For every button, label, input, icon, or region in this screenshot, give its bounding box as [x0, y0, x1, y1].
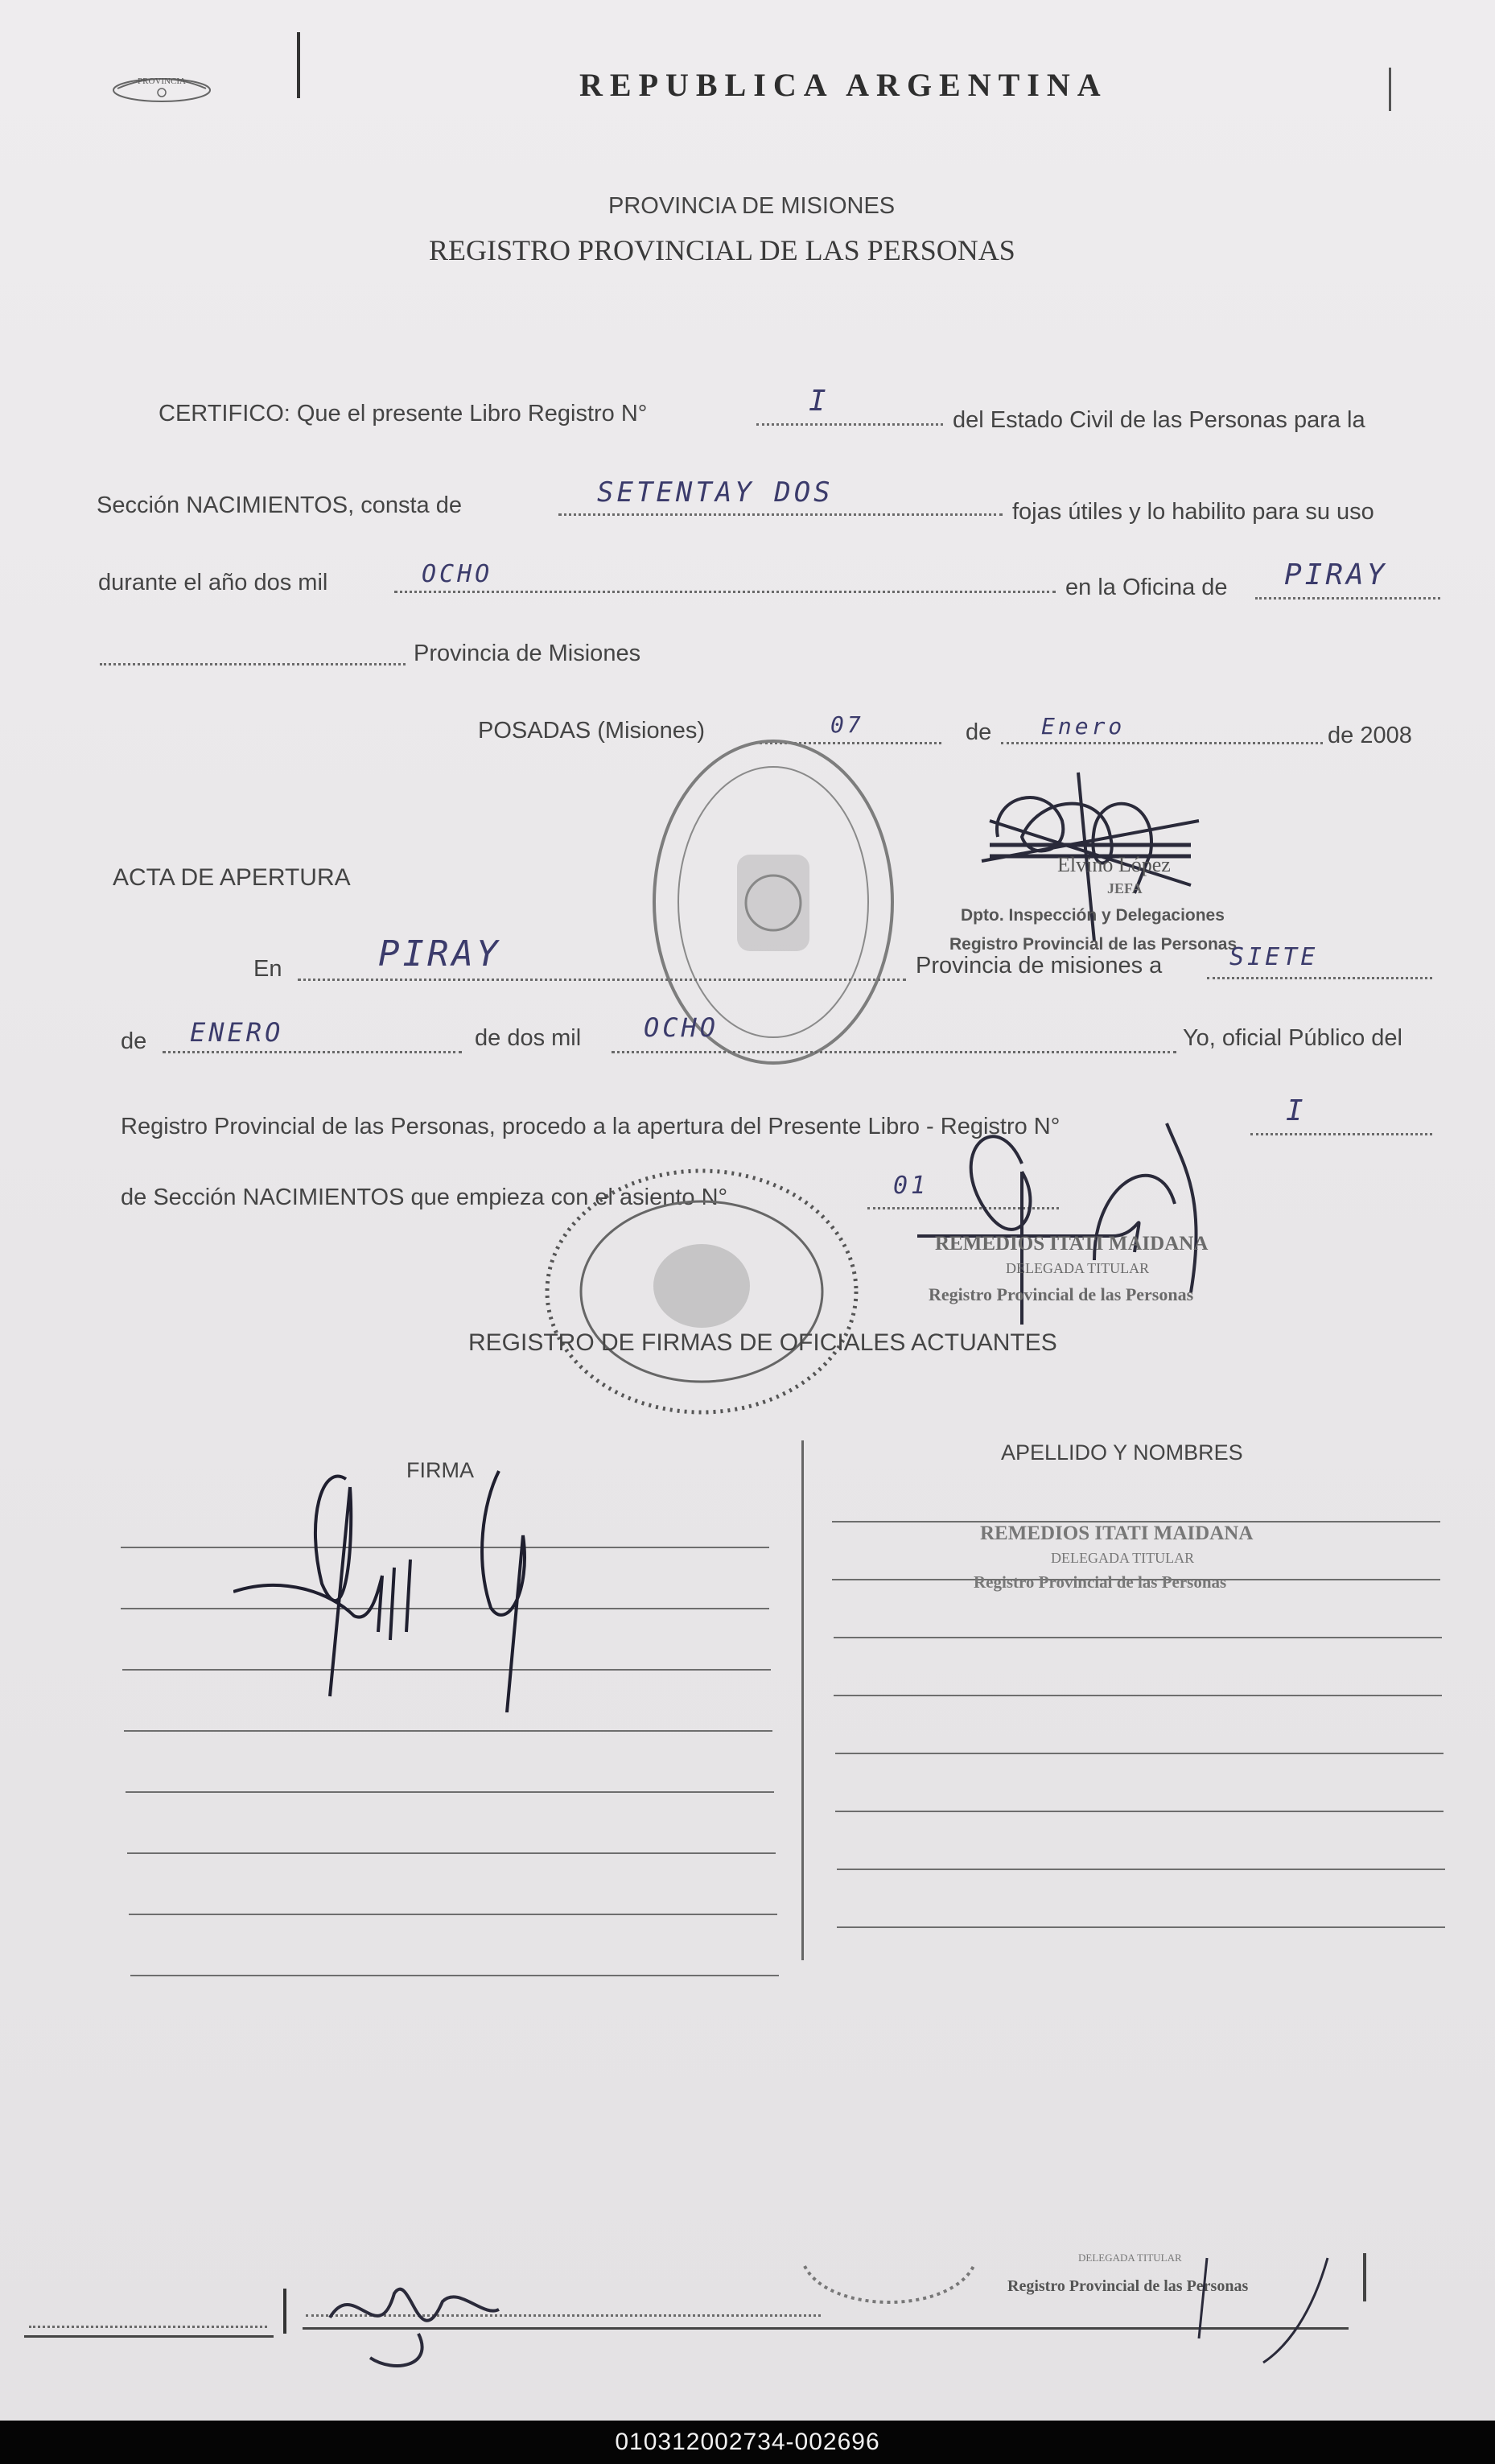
bottom-stamp-registry: Registro Provincial de las Personas: [1007, 2277, 1249, 2295]
firma-row-line: [129, 1914, 777, 1915]
emblem-icon: [109, 68, 214, 103]
round-stamp: [541, 1159, 863, 1424]
emblem-label: PROVINCIA: [138, 76, 186, 86]
date-year: de 2008: [1328, 723, 1412, 748]
acta-year: OCHO: [644, 1012, 719, 1043]
firma-row-line: [124, 1730, 772, 1732]
acta-title: ACTA DE APERTURA: [113, 864, 351, 891]
cert-pages: SETENTAY DOS: [597, 476, 834, 509]
cert-line-4: Provincia de Misiones: [414, 641, 641, 666]
province-title: PROVINCIA DE MISIONES: [608, 193, 896, 219]
country-title: REPUBLICA ARGENTINA: [579, 67, 1108, 103]
acta-line-4: de Sección NACIMIENTOS que empieza con el asiento N°: [121, 1185, 728, 1210]
date-month: Enero: [1041, 713, 1126, 740]
bottom-stamp-fragment: [797, 2258, 982, 2314]
firma-row-line: [130, 1975, 779, 1976]
register-signature-icon: [233, 1455, 555, 1712]
cert-book-number: I: [809, 385, 830, 418]
acta-line-1b: Provincia de misiones a: [916, 953, 1163, 979]
acta-dots-1: [298, 974, 906, 981]
acta-book: I: [1286, 1094, 1307, 1127]
bottom-signature-right-icon: [1175, 2250, 1352, 2371]
sig1-dept: Dpto. Inspección y Delegaciones: [961, 906, 1225, 925]
acta-dots-1b: [1207, 972, 1432, 979]
header-bar-right: [1389, 68, 1391, 111]
nombres-row-line: [834, 1637, 1442, 1638]
sig1-title: JEFA: [1107, 880, 1143, 896]
date-day: 07: [830, 711, 864, 738]
document-code-bar: [0, 2421, 1495, 2464]
cert-dots-4: [100, 658, 406, 665]
nombres-row-line: [835, 1753, 1444, 1754]
col-firma-header: FIRMA: [406, 1458, 474, 1482]
cert-line-1a: CERTIFICO: Que el presente Libro Registro N°: [159, 401, 648, 426]
date-de: de: [966, 719, 992, 745]
acta-line-2b: de dos mil: [475, 1025, 582, 1051]
sig2-registry: Registro Provincial de las Personas: [929, 1284, 1194, 1304]
register-signature: [233, 1455, 555, 1712]
place-date-label: POSADAS (Misiones): [478, 718, 706, 744]
register-stamp-name: REMEDIOS ITATI MAIDANA: [980, 1522, 1254, 1544]
cert-dots-2: [558, 509, 1003, 516]
bottom-signature: [322, 2269, 507, 2374]
register-stamp-title: DELEGADA TITULAR: [1051, 1550, 1195, 1566]
firma-row-line: [126, 1791, 774, 1793]
acta-place: PIRAY: [378, 933, 501, 974]
registry-title: REGISTRO PROVINCIAL DE LAS PERSONAS: [429, 234, 1015, 266]
register-stamp-registry: Registro Provincial de las Personas: [974, 1572, 1227, 1592]
cert-dots-3b: [1255, 592, 1440, 600]
bottom-stamp-icon: [797, 2258, 982, 2314]
bottom-divider: [283, 2289, 286, 2334]
acta-entry: 01: [893, 1172, 929, 1200]
header-bar-left: [297, 32, 300, 98]
bottom-right-bar: [1363, 2253, 1366, 2301]
cert-line-3b: en la Oficina de: [1065, 575, 1228, 600]
register-title: REGISTRO DE FIRMAS DE OFICIALES ACTUANTES: [468, 1329, 1057, 1356]
provincial-emblem: [109, 68, 214, 103]
nombres-row-line: [837, 1926, 1445, 1928]
cert-line-3a: durante el año dos mil: [98, 570, 328, 595]
nombres-row-line: [837, 1869, 1445, 1870]
sig2-name: REMEDIOS ITATI MAIDANA: [935, 1233, 1209, 1255]
bottom-rule-left: [24, 2335, 274, 2338]
cert-office: PIRAY: [1284, 558, 1388, 591]
nombres-row-line: [834, 1695, 1442, 1696]
acta-day: SIETE: [1229, 943, 1319, 971]
sig1-name: Elvino López: [1057, 853, 1171, 876]
acta-line-2a: de: [121, 1028, 147, 1054]
bottom-signature-right: [1175, 2250, 1352, 2371]
cert-dots-3: [394, 586, 1056, 593]
acta-line-1a: En: [253, 956, 282, 982]
acta-month: ENERO: [190, 1017, 284, 1048]
cert-line-2b: fojas útiles y lo habilito para su uso: [1012, 499, 1374, 525]
bottom-signature-icon: [322, 2269, 507, 2374]
acta-dots-2b: [612, 1046, 1176, 1053]
cert-dots-1: [756, 418, 943, 426]
column-divider: [801, 1440, 804, 1960]
cert-year: OCHO: [422, 560, 493, 588]
sig2-title: DELEGADA TITULAR: [1006, 1260, 1150, 1276]
round-stamp-icon: [541, 1159, 863, 1424]
acta-line-3: Registro Provincial de las Personas, procedo a la apertura del Presente Libro - Registro N°: [121, 1114, 1061, 1139]
bottom-dots-left: [29, 2321, 267, 2328]
firma-row-line: [127, 1852, 776, 1854]
bottom-stamp-title: DELEGADA TITULAR: [1078, 2252, 1182, 2264]
cert-line-2a: Sección NACIMIENTOS, consta de: [97, 492, 462, 518]
acta-line-2c: Yo, oficial Público del: [1183, 1025, 1402, 1051]
col-nombres-header: APELLIDO Y NOMBRES: [1001, 1440, 1243, 1465]
document-code: 010312002734-002696: [615, 2429, 880, 2455]
sig1-registry: Registro Provincial de las Personas: [949, 935, 1238, 954]
acta-dots-3: [1250, 1128, 1432, 1135]
nombres-row-line: [835, 1811, 1444, 1812]
cert-line-1b: del Estado Civil de las Personas para la: [953, 407, 1365, 433]
